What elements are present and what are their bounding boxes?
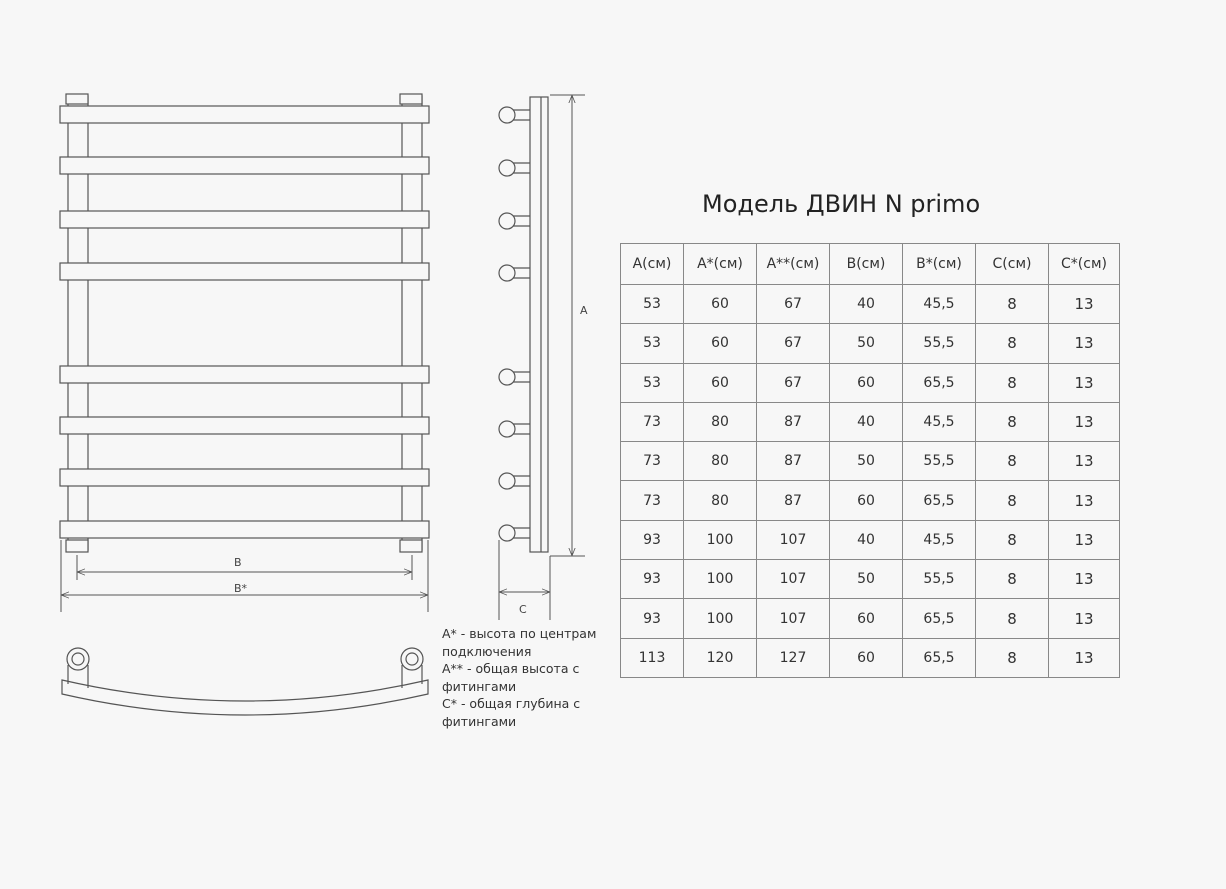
table-cell: 87: [757, 402, 830, 441]
curved-rung: [62, 680, 428, 715]
legend-line: A** - общая высота с: [442, 661, 580, 676]
table-cell: 65,5: [903, 599, 976, 638]
table-cell: 53: [621, 363, 684, 402]
table-cell: 80: [684, 481, 757, 520]
table-cell: 60: [684, 285, 757, 324]
table-cell: 73: [621, 481, 684, 520]
table-cell: 87: [757, 442, 830, 481]
column-header: C*(см): [1049, 244, 1120, 285]
table-cell: 55,5: [903, 324, 976, 363]
table-cell: 60: [830, 638, 903, 677]
table-cell: 60: [830, 481, 903, 520]
table-cell: 60: [830, 599, 903, 638]
table-cell: 73: [621, 402, 684, 441]
table-cell: 67: [757, 363, 830, 402]
column-header: C(см): [976, 244, 1049, 285]
table-cell: 100: [684, 599, 757, 638]
table-cell: 107: [757, 520, 830, 559]
table-cell: 13: [1049, 599, 1120, 638]
rung: [60, 106, 429, 123]
side-post: [530, 97, 548, 552]
table-body: [621, 285, 1120, 678]
table-cell: 13: [1049, 560, 1120, 599]
rung: [60, 366, 429, 383]
table-row: [621, 285, 1120, 324]
legend-line: фитингами: [442, 678, 517, 694]
table-cell: 55,5: [903, 442, 976, 481]
dimension-b-star-label: B*: [234, 582, 248, 595]
fitting: [499, 525, 530, 541]
table-cell: 65,5: [903, 363, 976, 402]
fitting: [499, 213, 530, 229]
column-header: A*(см): [684, 244, 757, 285]
left-top-cap: [66, 94, 88, 104]
model-title: Модель ДВИН N primo: [702, 190, 981, 218]
top-view: [62, 648, 428, 715]
fitting: [499, 265, 530, 281]
table-cell: 87: [757, 481, 830, 520]
table-row: [621, 560, 1120, 599]
column-header: B*(см): [903, 244, 976, 285]
fitting: [499, 421, 530, 437]
table-cell: 8: [976, 402, 1049, 441]
table-cell: 93: [621, 560, 684, 599]
table-cell: 100: [684, 560, 757, 599]
table-cell: 13: [1049, 402, 1120, 441]
table-cell: 65,5: [903, 638, 976, 677]
table-cell: 107: [757, 599, 830, 638]
table-cell: 8: [976, 481, 1049, 520]
table-cell: 60: [684, 363, 757, 402]
fitting: [499, 160, 530, 176]
table-cell: 67: [757, 285, 830, 324]
table-cell: 45,5: [903, 285, 976, 324]
fitting: [499, 369, 530, 385]
table-cell: 80: [684, 402, 757, 441]
table-cell: 113: [621, 638, 684, 677]
table-cell: 8: [976, 638, 1049, 677]
table-cell: 93: [621, 520, 684, 559]
fitting: [499, 107, 530, 123]
table-cell: 13: [1049, 285, 1120, 324]
table-cell: 13: [1049, 363, 1120, 402]
legend-line: C* - общая глубина с: [442, 696, 581, 711]
table-cell: 60: [684, 324, 757, 363]
column-header: A**(см): [757, 244, 830, 285]
left-bottom-cap: [66, 540, 88, 552]
rung: [60, 263, 429, 280]
column-header: B(см): [830, 244, 903, 285]
table-cell: 8: [976, 520, 1049, 559]
legend: [442, 625, 596, 730]
table-row: [621, 638, 1120, 677]
table-cell: 8: [976, 442, 1049, 481]
rung: [60, 211, 429, 228]
table-cell: 40: [830, 285, 903, 324]
spec-table: [620, 243, 1120, 678]
legend-line: фитингами: [442, 713, 517, 729]
table-row: [621, 520, 1120, 559]
rung: [60, 417, 429, 434]
table-cell: 13: [1049, 481, 1120, 520]
table-cell: 40: [830, 402, 903, 441]
table-cell: 45,5: [903, 402, 976, 441]
table-cell: 8: [976, 363, 1049, 402]
rung: [60, 469, 429, 486]
table-cell: 8: [976, 560, 1049, 599]
legend-line: A* - высота по центрам: [442, 626, 597, 641]
rung: [60, 157, 429, 174]
right-bottom-cap: [400, 540, 422, 552]
legend-line: подключения: [442, 643, 532, 659]
table-row: [621, 402, 1120, 441]
table-cell: 100: [684, 520, 757, 559]
width-dimensions: [61, 540, 428, 612]
table-cell: 127: [757, 638, 830, 677]
table-cell: 13: [1049, 520, 1120, 559]
table-cell: 40: [830, 520, 903, 559]
dimension-c-label: C: [519, 603, 527, 616]
table-row: [621, 481, 1120, 520]
table-cell: 65,5: [903, 481, 976, 520]
table-cell: 45,5: [903, 520, 976, 559]
table-cell: 93: [621, 599, 684, 638]
dimension-b-label: B: [234, 556, 242, 569]
right-top-cap: [400, 94, 422, 104]
table-cell: 13: [1049, 638, 1120, 677]
left-fitting-ring: [67, 648, 89, 670]
table-cell: 55,5: [903, 560, 976, 599]
table-row: [621, 599, 1120, 638]
table-cell: 80: [684, 442, 757, 481]
side-view: [499, 97, 548, 552]
table-row: [621, 363, 1120, 402]
height-dimension: [550, 95, 585, 556]
column-header: A(см): [621, 244, 684, 285]
table-cell: 120: [684, 638, 757, 677]
table-cell: 8: [976, 599, 1049, 638]
table-cell: 13: [1049, 442, 1120, 481]
table-header-row: [621, 244, 1120, 285]
table-cell: 50: [830, 560, 903, 599]
dimension-a-label: A: [580, 304, 588, 317]
front-view: [60, 94, 429, 552]
table-cell: 73: [621, 442, 684, 481]
table-cell: 8: [976, 285, 1049, 324]
table-row: [621, 324, 1120, 363]
right-fitting-ring: [401, 648, 423, 670]
table-cell: 67: [757, 324, 830, 363]
table-cell: 50: [830, 324, 903, 363]
table-cell: 13: [1049, 324, 1120, 363]
table-cell: 53: [621, 285, 684, 324]
table-cell: 60: [830, 363, 903, 402]
table-cell: 8: [976, 324, 1049, 363]
table-cell: 50: [830, 442, 903, 481]
table-row: [621, 442, 1120, 481]
fitting: [499, 473, 530, 489]
table-cell: 107: [757, 560, 830, 599]
rung: [60, 521, 429, 538]
table-cell: 53: [621, 324, 684, 363]
